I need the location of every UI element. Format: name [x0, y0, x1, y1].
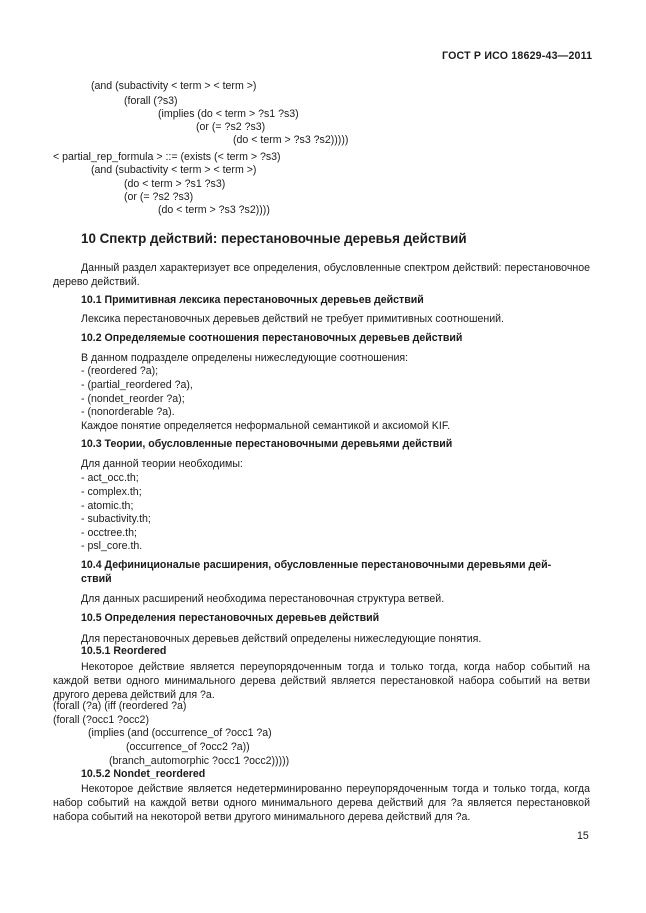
code-line: (and (subactivity < term > < term >) — [91, 164, 257, 176]
subsection-title-10-5: 10.5 Определения перестановочных деревьев действий — [81, 612, 380, 624]
paragraph-text: Для перестановочных деревьев действий определены нижеследующие понятия. — [81, 633, 482, 645]
paragraph-text: Некоторое действие является переупорядоченным тогда и только тогда, когда набор событий на каждой ветви одного минимального дерева действий является перестановкой набора событий на ветви другого дерева действий для ?а. — [53, 661, 590, 701]
list-item: - (partial_reordered ?a), — [81, 379, 193, 391]
section-intro-paragraph — [53, 261, 590, 289]
paragraph-text: Для данных расширений необходима перестановочная структура ветвей. — [81, 593, 445, 605]
code-line: (forall (?occ1 ?occ2) — [53, 714, 149, 726]
paragraph-text: Данный раздел характеризует все определения, обусловленные спектром действий: перестановочное дерево действий. — [53, 262, 590, 288]
list-item: - (nondet_reorder ?a); — [81, 393, 185, 405]
definition-paragraph-nondet-reordered — [53, 782, 590, 824]
code-line: (or (= ?s2 ?s3) — [196, 121, 266, 133]
subsection-title-10-1: 10.1 Примитивная лексика перестановочных деревьев действий — [81, 294, 424, 306]
document-header-id: ГОСТ Р ИСО 18629-43—2011 — [442, 50, 593, 62]
paragraph-text: Для данной теории необходимы: — [81, 458, 243, 470]
code-line: (occurrence_of ?occ2 ?a)) — [126, 741, 250, 753]
list-item: - occtree.th; — [81, 527, 137, 539]
code-line: (do < term > ?s3 ?s2)))) — [158, 204, 270, 216]
list-item: - psl_core.th. — [81, 540, 143, 552]
code-line: (branch_automorphic ?occ1 ?occ2))))) — [109, 755, 290, 767]
paragraph-text: Некоторое действие является недетерминированно переупорядоченным тогда и только тогда, когда набор событий на каждой ветви одного минимального дерева действий для ?а является перестановкой набора событий на некоторой ветви другого минимального дерева действий для ?а. — [53, 783, 590, 823]
subsection-title-10-3: 10.3 Теории, обусловленные перестановочными деревьями действий — [81, 438, 453, 450]
subsection-title-10-4: 10.4 Дефиниционалые расширения, обусловленные перестановочными деревьями дей- — [81, 559, 552, 571]
section-title: 10 Спектр действий: перестановочные деревья действий — [81, 231, 467, 246]
subsection-title-10-4-continued: ствий — [81, 573, 112, 585]
list-item: - act_occ.th; — [81, 472, 139, 484]
code-line: < partial_rep_formula > ::= (exists (< term > ?s3) — [53, 151, 281, 163]
code-line: (and (subactivity < term > < term >) — [91, 80, 257, 92]
subsection-title-10-2: 10.2 Определяемые соотношения перестановочных деревьев действий — [81, 332, 463, 344]
subsection-title-10-5-2: 10.5.2 Nondet_reordered — [81, 768, 206, 780]
code-line: (do < term > ?s1 ?s3) — [124, 178, 226, 190]
list-item: - complex.th; — [81, 486, 142, 498]
code-line: (implies (and (occurrence_of ?occ1 ?a) — [88, 727, 272, 739]
paragraph-text: Каждое понятие определяется неформальной семантикой и аксиомой KIF. — [81, 420, 451, 432]
code-line: (do < term > ?s3 ?s2))))) — [233, 134, 349, 146]
code-line: (forall (?a) (iff (reordered ?a) — [53, 700, 187, 712]
code-line: (forall (?s3) — [124, 95, 178, 107]
subsection-title-10-5-1: 10.5.1 Reordered — [81, 645, 167, 657]
list-item: - subactivity.th; — [81, 513, 151, 525]
list-item: - atomic.th; — [81, 500, 134, 512]
page-number: 15 — [577, 830, 589, 842]
paragraph-text: В данном подразделе определены нижеследующие соотношения: — [81, 352, 409, 364]
code-line: (implies (do < term > ?s1 ?s3) — [158, 108, 299, 120]
code-line: (or (= ?s2 ?s3) — [124, 191, 194, 203]
list-item: - (reordered ?a); — [81, 365, 159, 377]
definition-paragraph-reordered — [53, 660, 590, 702]
list-item: - (nonorderable ?a). — [81, 406, 175, 418]
paragraph-text: Лексика перестановочных деревьев действий не требует примитивных соотношений. — [81, 313, 504, 325]
